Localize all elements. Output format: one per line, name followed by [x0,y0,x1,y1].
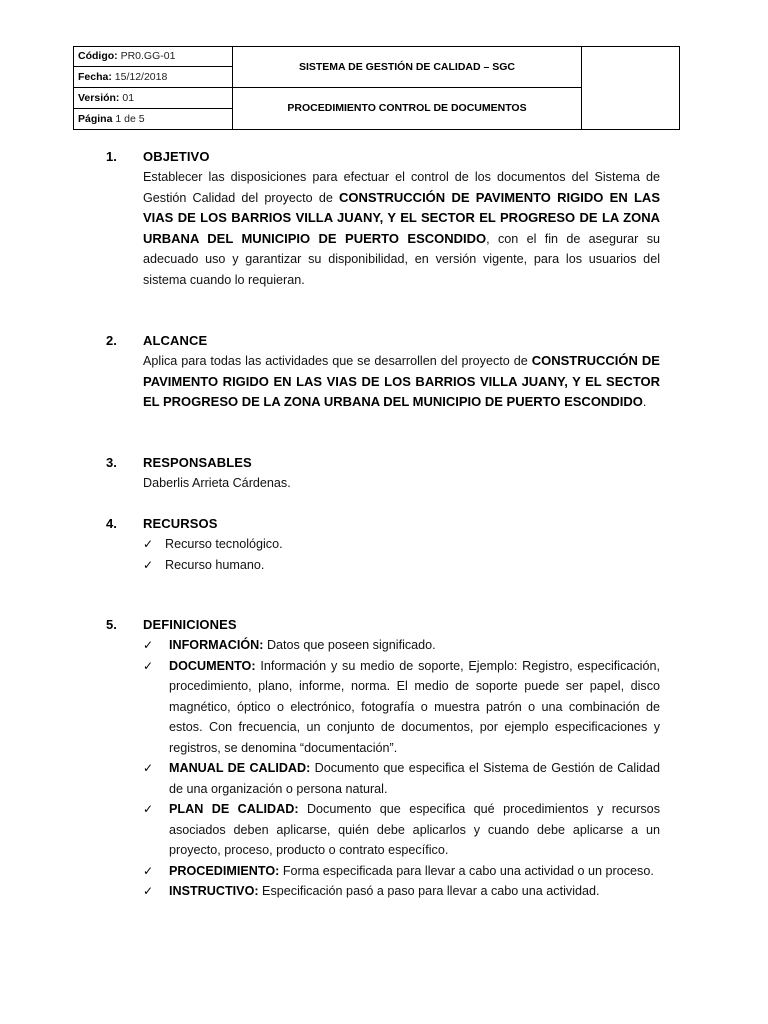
check-icon: ✓ [143,557,154,572]
section-title: DEFINICIONES [143,617,237,632]
recursos-list [143,534,660,575]
pagina-value: 1 de 5 [115,112,145,125]
definition-text: Datos que poseen significado. [263,638,436,652]
definition-item [143,758,660,799]
section-number: 1. [106,149,117,164]
section-title: RESPONSABLES [143,455,252,470]
objetivo-text-a: Establecer las disposiciones para efectuar el control de los documentos del Sistema de Gestión Calidad del proyecto de [143,170,660,205]
codigo-label: Código: [78,50,118,63]
section-title: RECURSOS [143,516,218,531]
check-icon: ✓ [143,638,154,652]
codigo-cell [74,47,233,67]
logo-cell [582,47,680,130]
check-icon: ✓ [143,884,154,898]
fecha-cell [74,67,233,88]
definition-term: INSTRUCTIVO: [169,884,259,898]
list-item [143,534,660,555]
check-icon: ✓ [143,761,154,775]
pagina-label: Página [78,112,113,125]
section-title: OBJETIVO [143,149,210,164]
responsables-text: Daberlis Arrieta Cárdenas. [143,476,291,490]
objetivo-text-b: , con el fin de asegurar su adecuado uso y garantizar su disponibilidad, en versión vigente, para los usuarios del sistema cuando lo requieran. [143,231,660,287]
definition-text: Documento que especifica el Sistema de Gestión de Calidad de una organización o persona natural. [169,761,661,796]
pagina-cell [74,109,233,130]
definition-text: Especificación pasó a paso para llevar a cabo una actividad. [258,884,600,898]
version-value: 01 [122,91,135,104]
section-number: 5. [106,617,117,632]
check-icon: ✓ [143,802,154,816]
definition-item [143,881,660,902]
definition-item [143,635,660,656]
list-item [143,555,660,576]
definiciones-list [143,635,660,902]
fecha-value: 15/12/2018 [114,70,168,83]
alcance-text [143,351,660,413]
definition-text: Documento que especifica qué procedimientos y recursos asociados deben aplicarse, quién debe aplicarlos y cuando debe aplicarse a un proyecto, proceso, producto o contrato específico. [169,802,660,857]
definition-text: Forma especificada para llevar a cabo una actividad o un proceso. [279,863,654,878]
section-number: 2. [106,333,117,348]
definition-item [143,799,660,861]
objetivo-text [143,167,660,290]
definition-term: MANUAL DE CALIDAD: [169,761,311,775]
project-name: CONSTRUCCIÓN DE PAVIMENTO RIGIDO EN LAS VIAS DE LOS BARRIOS VILLA JUANY, Y EL SECTOR EL PROGRESO DE LA ZONA URBANA DEL MUNICIPIO DE PUERTO ESCONDIDO [143,353,660,409]
section-number: 4. [106,516,117,531]
definition-item [143,656,660,759]
check-icon: ✓ [143,658,154,673]
alcance-text-a: Aplica para todas las actividades que se desarrollen del proyecto de [143,354,532,368]
version-cell [74,88,233,109]
codigo-value: PR0.GG-01 [120,50,176,63]
procedure-title: PROCEDIMIENTO CONTROL DE DOCUMENTOS [233,88,582,130]
definition-term: PLAN DE CALIDAD: [169,802,299,816]
definition-item [143,861,660,882]
definition-term: INFORMACIÓN: [169,638,264,652]
system-title: SISTEMA DE GESTIÓN DE CALIDAD – SGC [233,47,582,88]
project-name: CONSTRUCCIÓN DE PAVIMENTO RIGIDO EN LAS VIAS DE LOS BARRIOS VILLA JUANY, Y EL SECTOR EL PROGRESO DE LA ZONA URBANA DEL MUNICIPIO DE PUERTO ESCONDIDO [143,189,660,246]
check-icon: ✓ [143,537,154,551]
definition-term: DOCUMENTO: [169,658,256,673]
section-title: ALCANCE [143,333,208,348]
fecha-label: Fecha: [78,70,112,83]
document-header-table [73,46,680,130]
version-label: Versión: [78,91,120,104]
list-item-text: Recurso humano. [165,557,265,572]
definition-term: PROCEDIMIENTO: [169,863,280,878]
definition-text: Información y su medio de soporte, Ejemplo: Registro, especificación, procedimiento, plano, informe, norma. El medio de soporte puede ser papel, disco magnético, óptico o electrónico, fotografía o muestra patrón o una combinación de estos. Con frecuencia, un conjunto de documentos, por ejemplo especificaciones y registros, se denomina “documentación”. [169,658,660,755]
list-item-text: Recurso tecnológico. [165,537,283,551]
section-number: 3. [106,455,117,470]
alcance-text-b: . [642,395,647,409]
check-icon: ✓ [143,863,154,878]
